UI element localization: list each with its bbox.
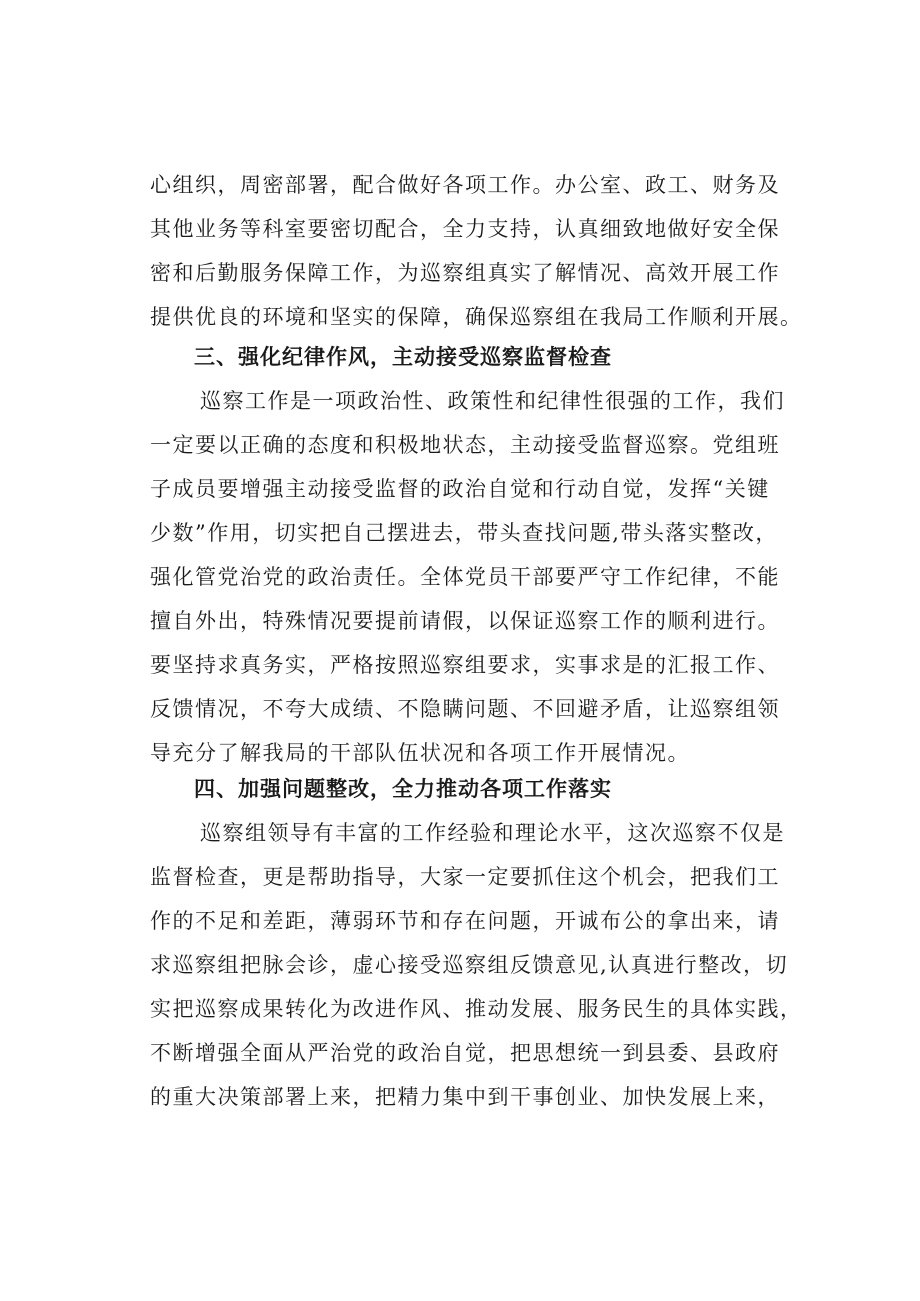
paragraph-line: 强化管党治党的政治责任。全体党员干部要严守工作纪律，不能 <box>150 565 780 589</box>
paragraph-line: 提供优良的环境和坚实的保障，确保巡察组在我局工作顺利开展。 <box>150 305 803 329</box>
paragraph-line: 不断增强全面从严治党的政治自觉，把思想统一到县委、县政府 <box>150 1041 780 1065</box>
paragraph-line: 子成员要增强主动接受监督的政治自觉和行动自觉，发挥“关键 <box>150 477 770 501</box>
paragraph-line: 巡察组领导有丰富的工作经验和理论水平，这次巡察不仅是 <box>200 821 785 845</box>
paragraph-line: 实把巡察成果转化为改进作风、推动发展、服务民生的具体实践， <box>150 997 803 1021</box>
paragraph-line: 密和后勤服务保障工作，为巡察组真实了解情况、高效开展工作 <box>150 261 780 285</box>
paragraph-line: 一定要以正确的态度和积极地状态，主动接受监督巡察。党组班 <box>150 433 780 457</box>
paragraph-line: 心组织，周密部署，配合做好各项工作。办公室、政工、财务及 <box>150 173 780 197</box>
paragraph-line: 导充分了解我局的干部队伍状况和各项工作开展情况。 <box>150 741 690 765</box>
paragraph-line: 巡察工作是一项政治性、政策性和纪律性很强的工作，我们 <box>200 389 785 413</box>
paragraph-line: 作的不足和差距，薄弱环节和存在问题，开诚布公的拿出来，请 <box>150 909 780 933</box>
paragraph-line: 的重大决策部署上来，把精力集中到干事创业、加快发展上来， <box>150 1085 780 1109</box>
paragraph-line: 反馈情况，不夸大成绩、不隐瞒问题、不回避矛盾，让巡察组领 <box>150 697 780 721</box>
paragraph-line: 少数”作用，切实把自己摆进去，带头查找问题,带头落实整改， <box>150 521 778 545</box>
section-heading-text: 三、强化纪律作风，主动接受巡察监督检查 <box>194 345 612 369</box>
section-heading-text: 四、加强问题整改，全力推动各项工作落实 <box>194 777 612 801</box>
paragraph-line: 要坚持求真务实，严格按照巡察组要求，实事求是的汇报工作、 <box>150 653 780 677</box>
paragraph-line: 监督检查，更是帮助指导，大家一定要抓住这个机会，把我们工 <box>150 865 780 889</box>
paragraph-line: 求巡察组把脉会诊，虚心接受巡察组反馈意见,认真进行整改，切 <box>150 953 789 977</box>
paragraph-line: 其他业务等科室要密切配合，全力支持，认真细致地做好安全保 <box>150 217 780 241</box>
paragraph-line: 擅自外出，特殊情况要提前请假，以保证巡察工作的顺利进行。 <box>150 609 780 633</box>
